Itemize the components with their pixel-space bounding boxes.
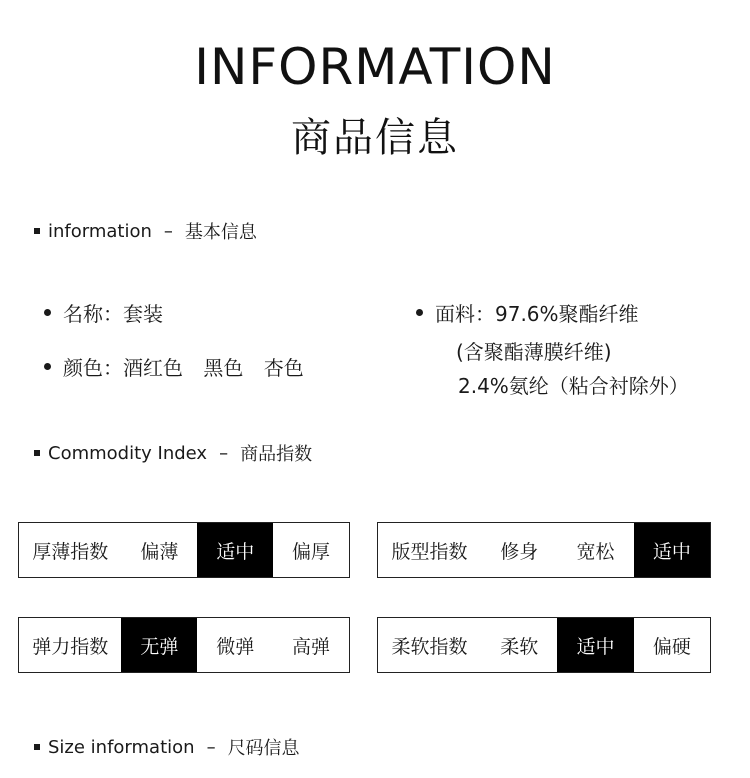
index-label: 厚薄指数 <box>32 540 109 563</box>
section-heading-basic-info <box>34 218 257 244</box>
index-option: 柔软 <box>500 635 539 658</box>
square-bullet-icon <box>34 744 40 750</box>
fabric-detail-line: 2.4%氨纶（粘合衬除外） <box>458 374 689 398</box>
index-option: 宽松 <box>576 540 615 563</box>
section-heading-en: information <box>48 220 152 242</box>
info-label: 名称： <box>63 302 123 326</box>
info-item-color <box>44 352 304 381</box>
index-option: 修身 <box>500 540 539 563</box>
index-option: 适中 <box>557 618 633 672</box>
section-heading-dash: – <box>206 736 216 758</box>
section-heading-commodity-index <box>34 440 312 466</box>
color-option: 黑色 <box>203 356 244 380</box>
color-option: 杏色 <box>263 356 304 380</box>
section-heading-cn: 尺码信息 <box>227 738 300 759</box>
info-item-name <box>44 298 163 327</box>
index-option: 适中 <box>197 523 273 577</box>
section-heading-en: Size information <box>48 736 195 758</box>
index-label: 弹力指数 <box>32 635 109 658</box>
info-label: 面料： <box>435 302 495 326</box>
page-title-cn: 商品信息 <box>291 115 459 161</box>
section-heading-size-info <box>34 734 300 760</box>
square-bullet-icon <box>34 450 40 456</box>
index-option: 偏厚 <box>292 540 331 563</box>
index-thickness <box>18 522 350 578</box>
index-elasticity <box>18 617 350 673</box>
section-heading-cn: 基本信息 <box>184 222 257 243</box>
section-heading-en: Commodity Index <box>48 442 208 464</box>
section-heading-cn: 商品指数 <box>240 444 313 465</box>
info-value: 套装 <box>123 302 163 326</box>
bullet-dot-icon <box>44 363 51 370</box>
section-heading-dash: – <box>219 442 229 464</box>
info-item-fabric <box>416 298 639 327</box>
index-option: 微弹 <box>216 635 255 658</box>
index-option: 偏硬 <box>652 635 691 658</box>
fabric-detail-line: (含聚酯薄膜纤维) <box>456 340 612 364</box>
square-bullet-icon <box>34 228 40 234</box>
section-heading-dash: – <box>163 220 173 242</box>
info-label: 颜色： <box>63 356 123 380</box>
index-label: 版型指数 <box>391 540 468 563</box>
index-option: 适中 <box>634 523 710 577</box>
index-option: 高弹 <box>292 635 331 658</box>
index-softness <box>377 617 711 673</box>
color-option: 酒红色 <box>123 356 183 380</box>
bullet-dot-icon <box>416 309 423 316</box>
index-option: 无弹 <box>121 618 197 672</box>
info-value-list <box>123 352 304 381</box>
bullet-dot-icon <box>44 309 51 316</box>
index-label: 柔软指数 <box>391 635 468 658</box>
info-value: 97.6%聚酯纤维 <box>495 302 639 326</box>
index-option: 偏薄 <box>140 540 179 563</box>
index-fit <box>377 522 711 578</box>
page-title-en: INFORMATION <box>194 38 556 96</box>
